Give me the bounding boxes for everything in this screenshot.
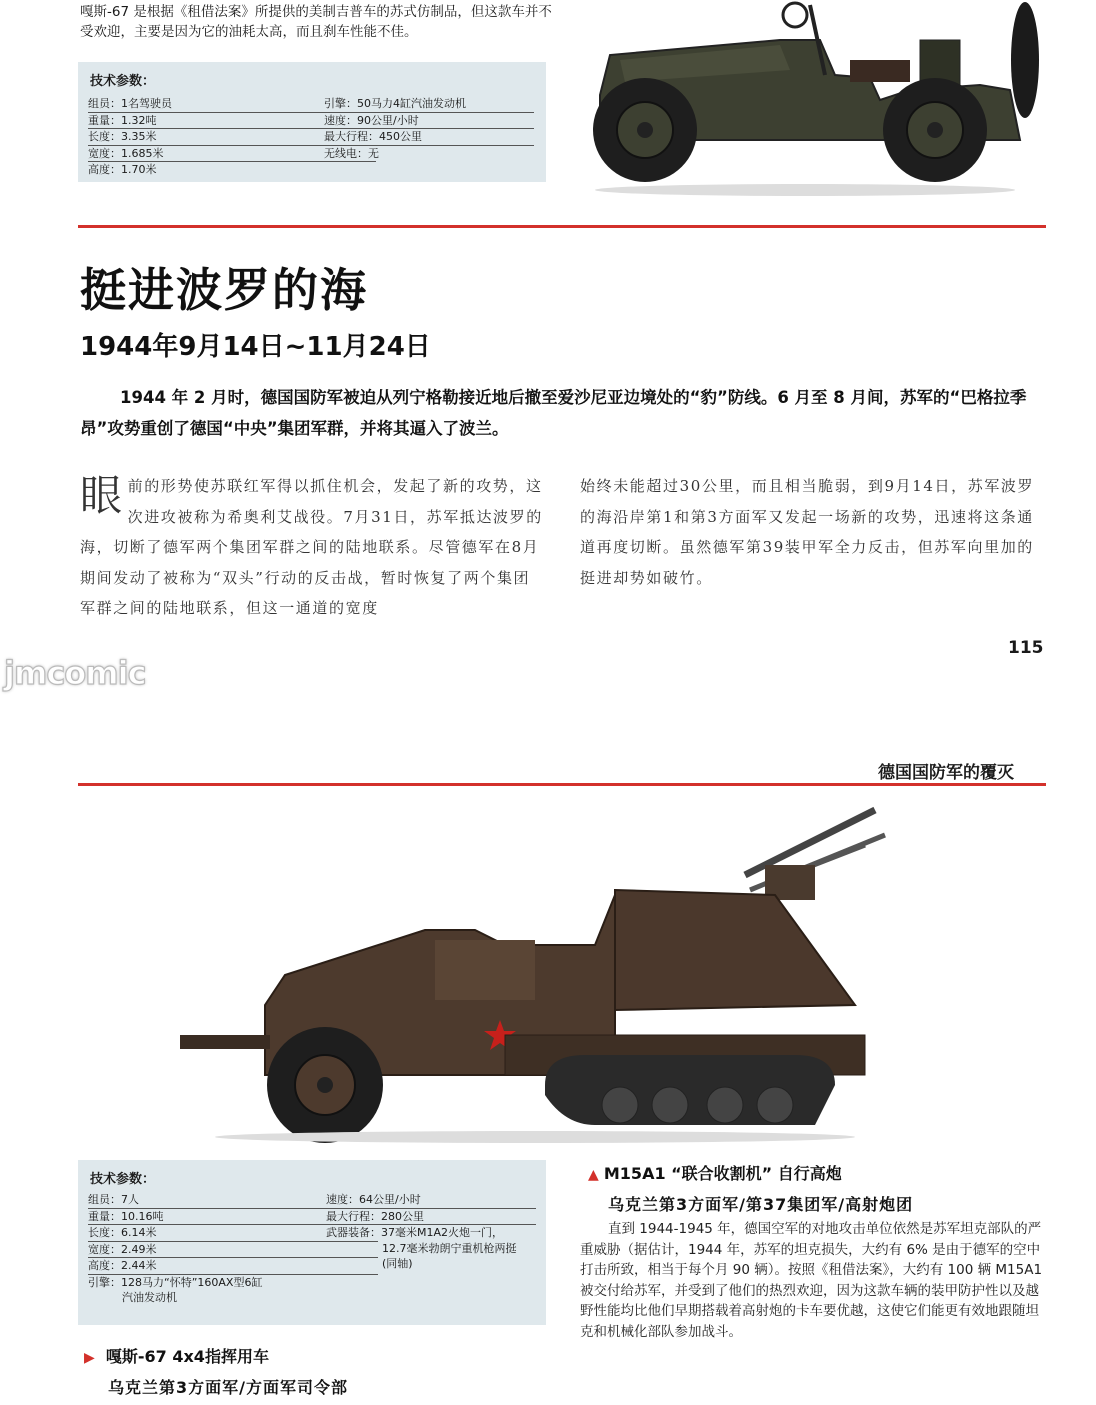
spec-row: 武器装备：37毫米M1A2火炮一门， bbox=[326, 1226, 504, 1239]
gaz67-spec-box bbox=[78, 62, 546, 182]
spec-row: 组员：7人 bbox=[88, 1192, 378, 1209]
page-number: 115 bbox=[1008, 638, 1044, 658]
section-divider bbox=[78, 225, 1046, 228]
watermark-logo: jmcomic bbox=[4, 654, 146, 692]
spec-row: 无线电：无 bbox=[324, 146, 379, 160]
m15a1-spec-box bbox=[78, 1160, 546, 1325]
gaz67-title: 嘎斯-67 4x4指挥用车 bbox=[105, 1347, 269, 1366]
m15a1-caption-text: 直到 1944-1945 年，德国空军的对地攻击单位依然是苏军坦克部队的严重威胁（据估计，1944 年，苏军的坦克损失，大约有 6% 是由于德军的空中打击所致，相当于每个月 90 辆）。按照《租借法案》，大约有 100 辆 M15A1 被交付给苏军，并受到了他们的热烈欢迎，因为这款车辆的装甲防护性以及越野性能均比他们早期搭载着高射炮的卡车要优越，这使它们能更有效地跟随坦克和机械化部队参加战斗。 bbox=[580, 1221, 1043, 1340]
spec-right-column bbox=[326, 1192, 536, 1272]
m15a1-halftrack-illustration bbox=[175, 805, 895, 1145]
spec-row: 高度：1.70米 bbox=[88, 163, 157, 176]
m15a1-unit: 乌克兰第3方面军/第37集团军/高射炮团 bbox=[608, 1195, 914, 1214]
spec-row: 12.7毫米勃朗宁重机枪两挺 bbox=[382, 1241, 517, 1255]
spec-row: 宽度：2.49米 bbox=[88, 1242, 378, 1259]
spec-row: 高度：2.44米 bbox=[88, 1258, 378, 1275]
running-head: 德国国防军的覆灭 bbox=[878, 763, 1014, 783]
gaz67-unit: 乌克兰第3方面军/方面军司令部 bbox=[108, 1378, 348, 1397]
article-column-1 bbox=[80, 471, 546, 624]
gaz67-jeep-illustration bbox=[580, 0, 1050, 200]
spec-title: 技术参数： bbox=[90, 74, 156, 89]
drop-cap: 眼 bbox=[80, 471, 124, 520]
spec-row: 组员：1名驾驶员 bbox=[88, 96, 376, 113]
spec-row: (同轴) bbox=[382, 1257, 413, 1270]
article-dates: 1944年9月14日~11月24日 bbox=[80, 332, 431, 362]
spec-row: 引擎：50马力4缸汽油发动机 bbox=[324, 96, 534, 113]
m15a1-caption-title bbox=[588, 1161, 842, 1184]
spec-row: 引擎：128马力“怀特”160AX型6缸 bbox=[88, 1275, 263, 1289]
article-column-2: 始终未能超过30公里，而且相当脆弱，到9月14日，苏军波罗的海沿岸第1和第3方面军又发起一场新的攻势，迅速将这条通道再度切断。虽然德军第39装甲军全力反击，但苏军向里加的挺进却势如破竹。 bbox=[580, 477, 1035, 587]
spec-row: 最大行程：280公里 bbox=[326, 1209, 536, 1226]
triangle-right-icon: ▶ bbox=[84, 1350, 95, 1366]
article-lead: 1944 年 2 月时，德国国防军被迫从列宁格勒接近地后撤至爱沙尼亚边境处的“豹”防线。6 月至 8 月间，苏军的“巴格拉季昂”攻势重创了德国“中央”集团军群，并将其逼入了波兰。 bbox=[80, 388, 1027, 438]
spec-row: 最大行程：450公里 bbox=[324, 129, 534, 146]
spec-row: 速度：90公里/小时 bbox=[324, 113, 534, 130]
spec-row: 汽油发动机 bbox=[122, 1291, 177, 1304]
triangle-up-icon: ▲ bbox=[588, 1167, 599, 1183]
column-1-text: 前的形势使苏联红军得以抓住机会，发起了新的攻势，这次进攻被称为希奥利艾战役。7月31日，苏军抵达波罗的海，切断了德军两个集团军群之间的陆地联系。尽管德军在8月期间发动了被称为“双头”行动的反击战，暂时恢复了两个集团军群之间的陆地联系，但这一通道的宽度 bbox=[80, 477, 543, 617]
m15a1-title: M15A1 “联合收割机” 自行高炮 bbox=[603, 1164, 842, 1183]
gaz67-caption-title bbox=[84, 1344, 269, 1367]
spec-row: 重量：1.32吨 bbox=[88, 113, 376, 130]
spec-row: 速度：64公里/小时 bbox=[326, 1192, 536, 1209]
gaz67-caption: 嘎斯-67 是根据《租借法案》所提供的美制吉普车的苏式仿制品，但这款车并不受欢迎，主要是因为它的油耗太高，而且刹车性能不佳。 bbox=[80, 4, 552, 40]
spec-title: 技术参数： bbox=[90, 1172, 156, 1187]
spec-row: 长度：3.35米 bbox=[88, 129, 376, 146]
spec-row: 长度：6.14米 bbox=[88, 1225, 378, 1242]
running-head-rule bbox=[78, 783, 1046, 786]
spec-row: 宽度：1.685米 bbox=[88, 146, 376, 163]
article-title: 挺进波罗的海 bbox=[80, 263, 368, 317]
spec-row: 重量：10.16吨 bbox=[88, 1209, 378, 1226]
spec-right-column bbox=[324, 96, 534, 161]
